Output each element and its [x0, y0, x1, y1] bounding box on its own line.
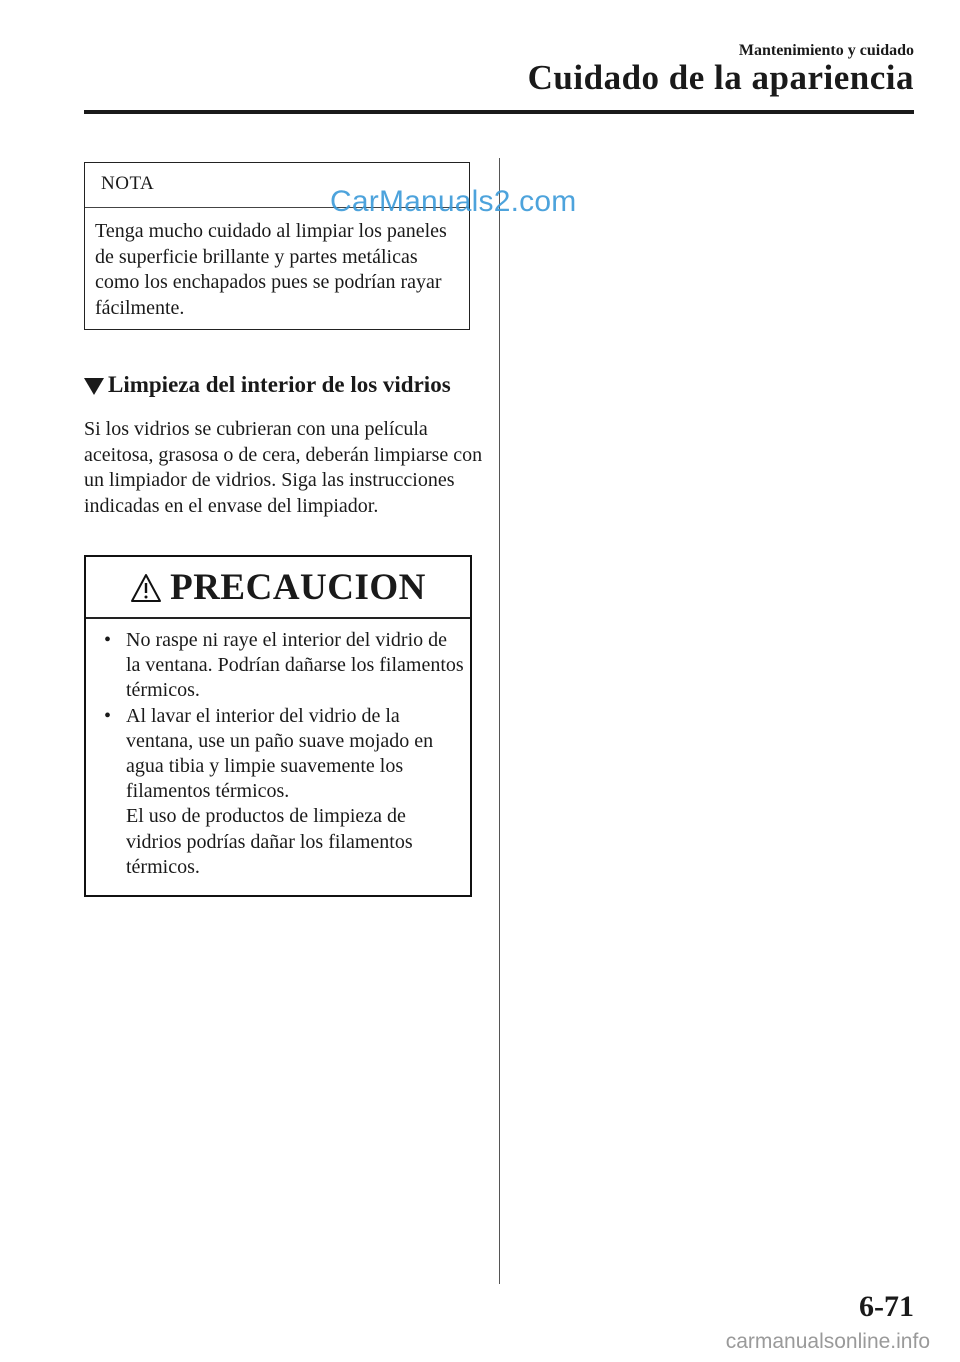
caution-item-text: No raspe ni raye el interior del vidrio de la ventana. Podrían dañarse los filamentos térmicos. [126, 629, 464, 702]
section-heading-text: Limpieza del interior de los vidrios [108, 372, 451, 397]
caution-item [100, 704, 464, 880]
footer-watermark-link[interactable]: carmanualsonline.info [725, 1330, 930, 1353]
caution-item-extra: El uso de productos de limpieza de vidrios podrías dañar los filamentos térmicos. [126, 805, 413, 878]
caution-title: PRECAUCION [170, 567, 426, 608]
warning-triangle-icon [130, 573, 162, 603]
chapter-label: Mantenimiento y cuidado [738, 42, 914, 59]
column-divider [499, 158, 500, 1284]
bullet: • [104, 704, 112, 727]
note-text: Tenga mucho cuidado al limpiar los paneles de superficie brillante y partes metálicas como los enchapados pues se podrían rayar fácilmente. [95, 220, 447, 319]
section-paragraph: Si los vidrios se cubrieran con una película aceitosa, grasosa o de cera, deberán limpiarse con un limpiador de vidrios. Siga las instrucciones indicadas en el envase del limpiador. [84, 418, 483, 517]
caution-header [86, 557, 470, 618]
note-title: NOTA [101, 173, 155, 194]
caution-box [84, 555, 472, 897]
page-title: Cuidado de la apariencia [527, 58, 914, 97]
page-number: 6-71 [859, 1290, 914, 1323]
watermark-link[interactable]: CarManuals2.com [330, 185, 577, 218]
caution-item-text: Al lavar el interior del vidrio de la ventana, use un paño suave mojado en agua tibia y limpie suavemente los filamentos térmicos. [126, 704, 434, 803]
caution-list [100, 628, 464, 880]
bullet: • [104, 629, 112, 651]
header-rule [84, 110, 914, 114]
section-heading [84, 372, 451, 398]
triangle-marker-icon [84, 378, 104, 395]
caution-item [100, 628, 464, 704]
caution-rule [86, 617, 470, 619]
